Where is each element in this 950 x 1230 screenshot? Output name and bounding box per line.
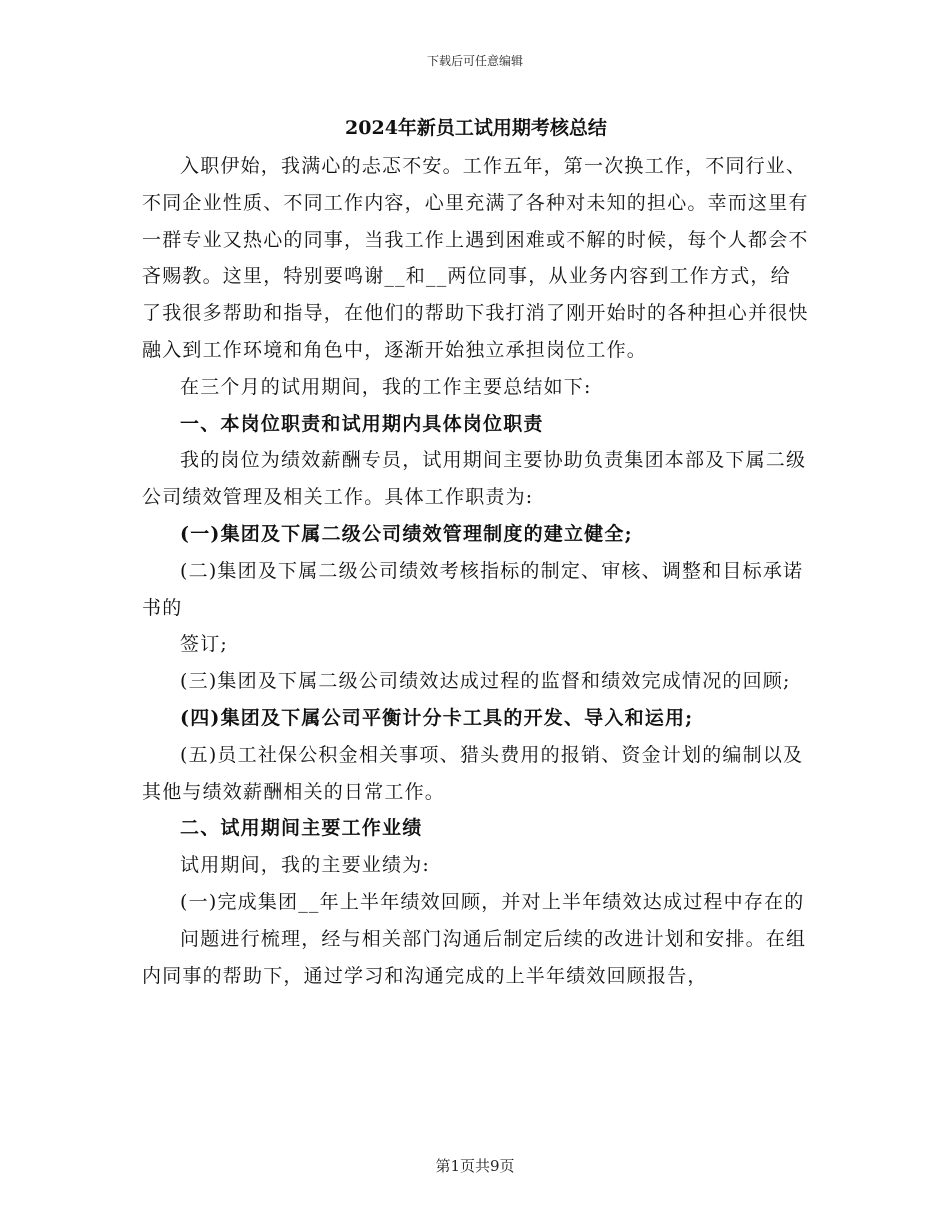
paragraph-summary-lead: 在三个月的试用期间，我的工作主要总结如下: (180, 375, 592, 398)
paragraph-position: 我的岗位为绩效薪酬专员，试用期间主要协助负责集团本部及下属二级公司绩效管理及相关工作。具体工作职责为: (142, 449, 807, 509)
duty-item-3: (三)集团及下属二级公司绩效达成过程的监督和绩效完成情况的回顾; (180, 670, 791, 693)
document-title: 2024年新员工试用期考核总结 (345, 117, 607, 139)
duty-item-4: (四)集团及下属公司平衡计分卡工具的开发、导入和运用; (180, 706, 694, 729)
achievement-item-1: (一)完成集团__年上半年绩效回顾，并对上半年绩效达成过程中存在的 (180, 890, 805, 913)
section-heading-1: 一、本岗位职责和试用期内具体岗位职责 (180, 412, 544, 435)
duty-item-2-continued: 签订; (180, 633, 229, 656)
duty-item-5: (五)员工社保公积金相关事项、猎头费用的报销、资金计划的编制以及其他与绩效薪酬相关的日常工作。 (142, 743, 804, 803)
page-number: 第1页共9页 (435, 1157, 515, 1175)
page-header-note: 下载后可任意编辑 (426, 54, 523, 68)
duty-item-2: (二)集团及下属二级公司绩效考核指标的制定、审核、调整和目标承诺书的 (142, 559, 804, 619)
section-heading-2: 二、试用期间主要工作业绩 (180, 817, 423, 840)
achievement-item-1-continued: 问题进行梳理，经与相关部门沟通后制定后续的改进计划和安排。在组内同事的帮助下，通过学习和沟通完成的上半年绩效回顾报告， (142, 927, 807, 987)
paragraph-achievements-lead: 试用期间，我的主要业绩为: (180, 854, 431, 877)
paragraph-intro: 入职伊始，我满心的忐忑不安。工作五年，第一次换工作，不同行业、不同企业性质、不同工作内容，心里充满了各种对未知的担心。幸而这里有一群专业又热心的同事，当我工作上遇到困难或不解的时候，每个人都会不吝赐教。这里，特别要鸣谢__和__两位同事，从业务内容到工作方式，给了我很多帮助和指导，在他们的帮助下我打消了刚开始时的各种担心并很快融入到工作环境和角色中，逐渐开始独立承担岗位工作。 (142, 155, 809, 361)
duty-item-1: (一)集团及下属二级公司绩效管理制度的建立健全; (180, 522, 633, 545)
document-body (142, 108, 810, 994)
